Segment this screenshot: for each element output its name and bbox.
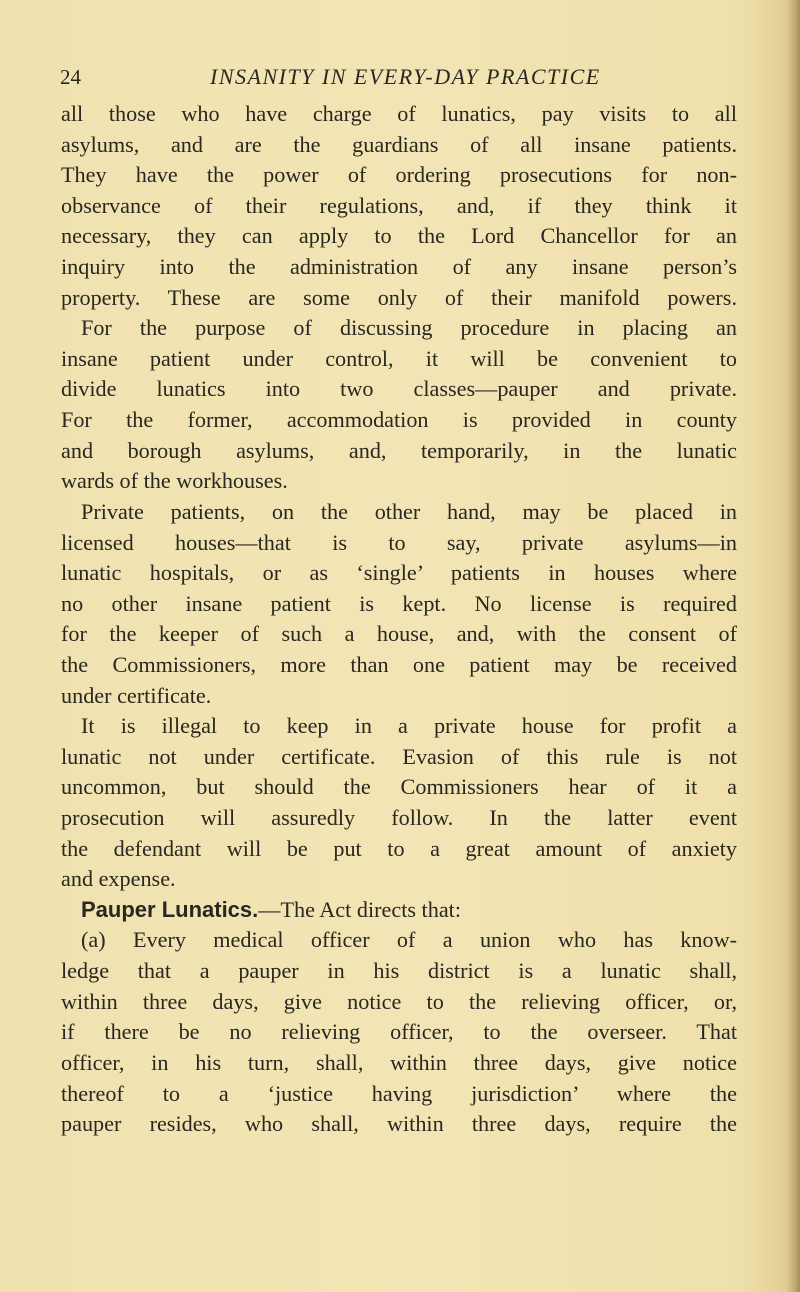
text-line: the defendant will be put to a great amount of anxiety — [61, 835, 737, 861]
text-line: thereof to a ‘justice having jurisdiction’ where the — [61, 1080, 737, 1106]
text-line: lunatic hospitals, or as ‘single’ patients in houses where — [61, 560, 737, 586]
text-line: asylums, and are the guardians of all insane patients. — [61, 131, 737, 157]
page-header — [60, 62, 750, 92]
text-line: lunatic not under certificate. Evasion of this rule is not — [61, 743, 737, 769]
text-line: inquiry into the administration of any insane person’s — [61, 254, 737, 280]
text-line: within three days, give notice to the relieving officer, or, — [61, 988, 737, 1014]
text-line: For the purpose of discussing procedure in placing an — [81, 315, 737, 341]
text-line: necessary, they can apply to the Lord Chancellor for an — [61, 223, 737, 249]
text-line: For the former, accommodation is provided in county — [61, 407, 737, 433]
text-line: property. These are some only of their manifold powers. — [61, 284, 737, 310]
section-heading-line — [61, 895, 737, 926]
text-line: pauper resides, who shall, within three days, require the — [61, 1111, 737, 1137]
page-edge-shadow — [786, 0, 800, 1292]
text-line: It is illegal to keep in a private house for profit a — [81, 713, 737, 739]
running-head: INSANITY IN EVERY-DAY PRACTICE — [210, 64, 601, 89]
text-line: insane patient under control, it will be convenient to — [61, 345, 737, 371]
text-line: for the keeper of such a house, and, with the consent of — [61, 621, 737, 647]
text-line: Private patients, on the other hand, may be placed in — [81, 498, 737, 524]
text-line: and borough asylums, and, temporarily, in the lunatic — [61, 437, 737, 463]
text-line: (a) Every medical officer of a union who has know- — [81, 927, 737, 953]
text-line: They have the power of ordering prosecutions for non- — [61, 162, 737, 188]
text-line: uncommon, but should the Commissioners hear of it a — [61, 774, 737, 800]
text-line: all those who have charge of lunatics, pay visits to all — [61, 101, 737, 126]
page-number: 24 — [60, 65, 81, 89]
text-line: under certificate. — [61, 682, 212, 708]
text-line: observance of their regulations, and, if they think it — [61, 192, 737, 218]
text-line: licensed houses—that is to say, private asylums—in — [61, 529, 737, 555]
text-line: no other insane patient is kept. No license is required — [61, 590, 737, 616]
section-intro: —The Act directs that: — [258, 896, 461, 922]
text-line: the Commissioners, more than one patient may be received — [61, 651, 737, 677]
text-line: divide lunatics into two classes—pauper and private. — [61, 376, 737, 402]
section-heading: Pauper Lunatics. — [81, 896, 259, 922]
text-line: prosecution will assuredly follow. In the latter event — [61, 805, 737, 831]
text-line: and expense. — [61, 866, 176, 892]
text-line: wards of the workhouses. — [61, 468, 288, 494]
text-line: if there be no relieving officer, to the overseer. That — [61, 1019, 737, 1045]
body-text — [61, 99, 737, 1140]
text-line: ledge that a pauper in his district is a lunatic shall, — [61, 958, 737, 984]
text-line: officer, in his turn, shall, within three days, give notice — [61, 1049, 737, 1075]
